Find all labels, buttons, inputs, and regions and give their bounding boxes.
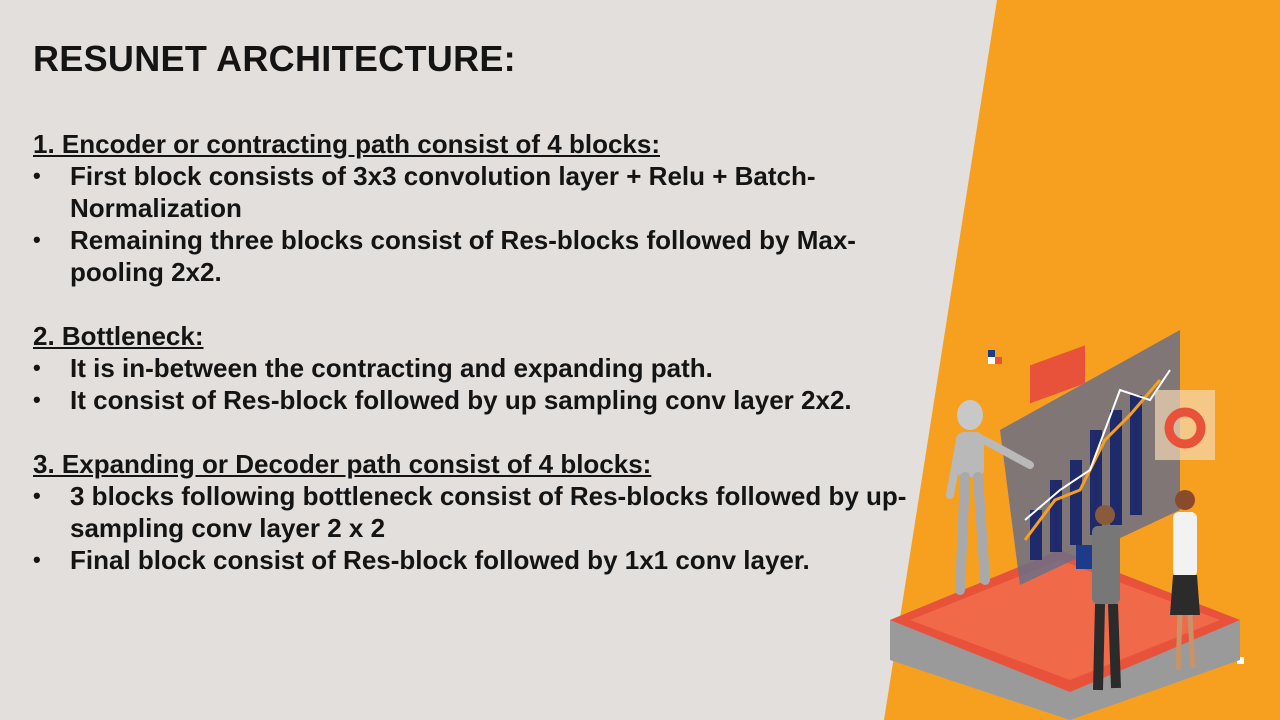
bullet-item: • It consist of Res-block followed by up sampling conv layer 2x2. [33, 384, 913, 416]
bullet-item: • First block consists of 3x3 convolution layer + Relu + Batch-Normalization [33, 160, 913, 224]
bullet-item: • It is in-between the contracting and expanding path. [33, 352, 913, 384]
bullet-list [33, 480, 913, 576]
ai-robot-data-analytics-illustration [880, 320, 1250, 720]
slide-title: RESUNET ARCHITECTURE: [33, 38, 516, 79]
bullet-item: • Final block consist of Res-block followed by 1x1 conv layer. [33, 544, 913, 576]
section-decoder [33, 448, 913, 576]
section-bottleneck [33, 320, 913, 416]
section-heading: 3. Expanding or Decoder path consist of 4 blocks: [33, 449, 652, 479]
bullet-list [33, 352, 913, 416]
section-heading: 1. Encoder or contracting path consist of 4 blocks: [33, 129, 660, 159]
bullet-item: • Remaining three blocks consist of Res-blocks followed by Max-pooling 2x2. [33, 224, 913, 288]
slide-content [33, 128, 913, 608]
section-heading: 2. Bottleneck: [33, 321, 204, 351]
bullet-item: • 3 blocks following bottleneck consist of Res-blocks followed by up-sampling conv layer 2 x 2 [33, 480, 913, 544]
section-encoder [33, 128, 913, 288]
bullet-list [33, 160, 913, 288]
